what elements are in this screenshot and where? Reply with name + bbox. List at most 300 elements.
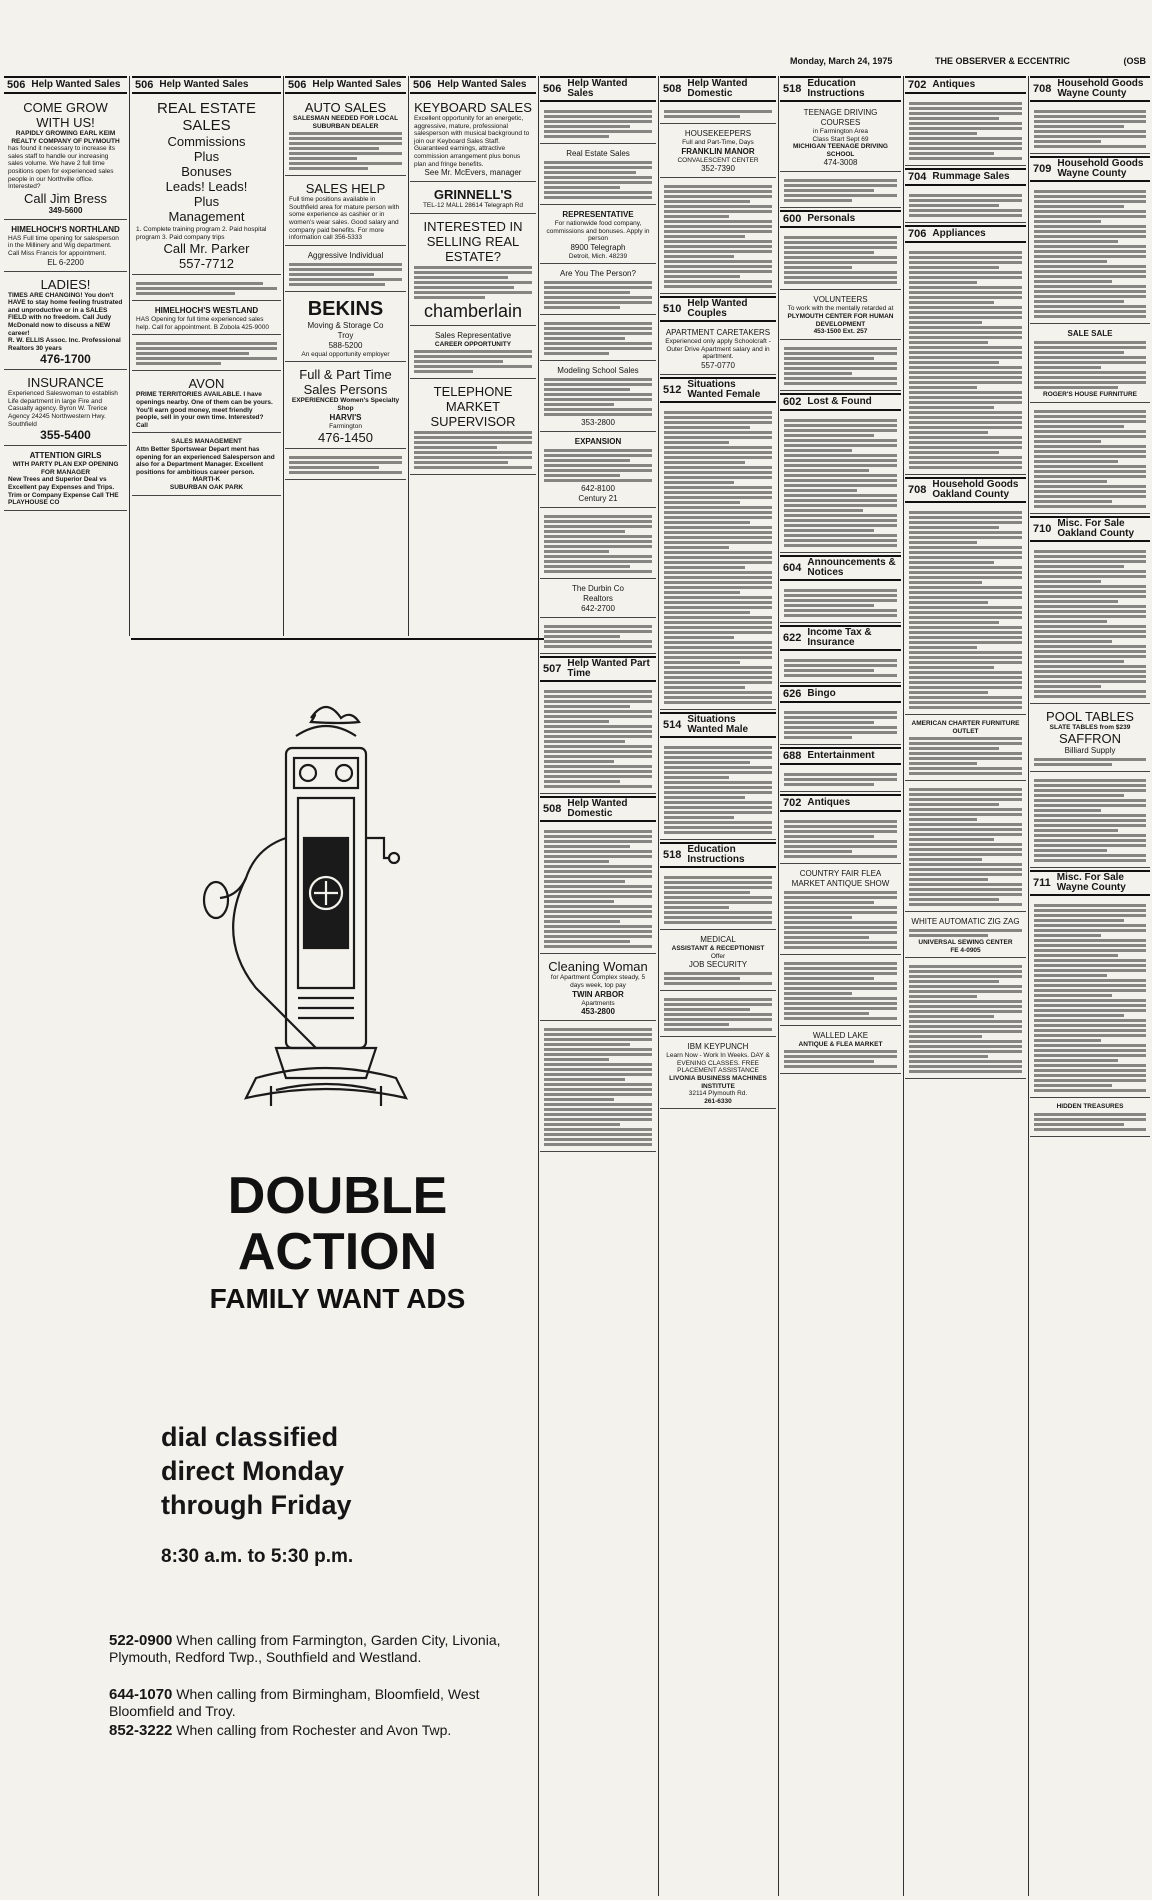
classified-ad [410, 328, 536, 380]
classified-ad [660, 325, 776, 375]
promo-call-2 [109, 1686, 539, 1720]
ad-line: Offer [710, 952, 726, 960]
category-number: 704 [908, 171, 927, 183]
promo-headline-1: DOUBLE [227, 1167, 448, 1225]
ad-body: Experienced only apply Schoolcraft - Outer Drive Apartment salary and in apartment. [665, 338, 771, 361]
category-number: 626 [783, 687, 802, 700]
category-number: 710 [1033, 522, 1052, 535]
classified-ad [905, 960, 1026, 1079]
ad-phone: 557-0770 [701, 360, 735, 370]
column-3 [285, 76, 406, 636]
ad-company: UNIVERSAL SEWING CENTER [918, 939, 1013, 947]
category-title: Appliances [932, 228, 986, 239]
ad-body: New Trees and Superior Deal vs Excellent pay Expenses and Trips. Trim or Company Expense Call THE PLAYHOUSE CO [8, 476, 119, 507]
category-header [410, 76, 536, 94]
classified-ad [1030, 105, 1150, 154]
ad-headline: HIDDEN TREASURES [1056, 1103, 1124, 1111]
ad-headline: MEDICAL [700, 934, 736, 944]
category-number: 506 [135, 79, 154, 91]
ad-body: TIMES ARE CHANGING! You don't HAVE to stay home feeling frustrated and unproductive or in a SALES FIELD with no freedom. Call Judy McDonald now to discuss a NEW career! [8, 291, 123, 337]
category-header [1030, 156, 1150, 182]
category-number: 709 [1033, 163, 1052, 175]
promo-phone-2: 644-1070 [109, 1686, 173, 1703]
category-number: 506 [7, 79, 26, 91]
classified-ad [285, 294, 406, 363]
ad-company: RAPIDLY GROWING EARL KEIM REALTY COMPANY OF PLYMOUTH [11, 130, 120, 145]
classified-ad [4, 448, 127, 511]
category-title: Help Wanted Sales [31, 79, 121, 90]
classified-ad [780, 105, 901, 172]
category-number: 507 [543, 663, 562, 676]
promo-call-3 [109, 1722, 539, 1739]
ad-company: LIVONIA BUSINESS MACHINES INSTITUTE [669, 1074, 767, 1090]
ad-headline: HOUSEKEEPERS [684, 129, 752, 138]
ad-subhead: in Farmington Area [813, 128, 868, 135]
category-number: 708 [908, 484, 927, 496]
category-number: 711 [1033, 877, 1051, 890]
category-number: 604 [783, 561, 802, 574]
ad-headline: WHITE AUTOMATIC ZIG ZAG [911, 917, 1020, 927]
ad-headline: Full & Part Time Sales Persons [299, 367, 392, 398]
ad-body: HAS Full time opening for salesperson in the Millinery and Wig department. Call Miss Francis for appointment. [8, 234, 119, 257]
ad-body: To work with the mentally retarded at [787, 305, 894, 313]
classified-ad [1030, 899, 1150, 1098]
ad-headline: Modeling School Sales [557, 366, 639, 376]
classified-ad [1030, 1100, 1150, 1137]
category-number: 708 [1033, 83, 1052, 95]
classified-ad [4, 274, 127, 371]
ad-headline: SALE SALE [1067, 329, 1113, 338]
category-title: Household Goods Wayne County [1057, 158, 1144, 179]
classified-ad [660, 406, 776, 710]
classified-ad [4, 372, 127, 446]
ad-headline: BEKINS [307, 297, 384, 320]
category-number: 518 [663, 848, 682, 861]
ad-subhead: ASSISTANT & RECEPTIONIST [671, 944, 765, 952]
classified-ad [540, 825, 656, 954]
ad-phone: 474-3008 [823, 158, 858, 168]
ad-logo-text: chamberlain [423, 300, 523, 321]
column-7 [780, 76, 901, 1896]
classified-ad [4, 222, 127, 272]
column-rule [129, 76, 130, 636]
ad-phone: 349-5600 [48, 205, 83, 215]
antique-telephone-illustration [176, 688, 476, 1148]
classified-ad [1030, 326, 1150, 403]
promo-subheadline: FAMILY WANT ADS [209, 1283, 466, 1314]
category-number: 508 [543, 803, 562, 816]
ad-headline: LADIES! [40, 276, 91, 292]
ad-city: Farmington [329, 422, 362, 430]
ad-headline: IBM KEYPUNCH [687, 1042, 749, 1052]
category-title: Help Wanted Couples [687, 298, 748, 320]
ad-line: Management [168, 209, 245, 224]
classified-ad [905, 914, 1026, 958]
classified-ad [132, 373, 281, 433]
ad-body: Attn Better Sportswear Depart ment has opening for an experienced Salesperson and also for a Department Manager. Excellent positions for ambitious career person. [136, 445, 275, 476]
promo-dial-line-3: through Friday [161, 1490, 352, 1520]
classified-ad [540, 685, 656, 794]
classified-ad [285, 248, 406, 292]
category-header [540, 796, 656, 822]
classified-ad [285, 451, 406, 480]
category-header [660, 842, 776, 868]
classified-ad [780, 768, 901, 792]
classified-ad [540, 146, 656, 205]
ad-body: Full time positions available in Southfield area for mature person with some experience as cashier or in women's wear sales. Good salary and company paid benefits. For more information call 356-5333 [289, 196, 400, 242]
classified-ad [540, 620, 656, 654]
category-title: Antiques [807, 796, 851, 808]
category-header [1030, 870, 1150, 896]
ad-contact: Call Jim Bress [23, 190, 108, 206]
ad-subhead: Apartments [581, 999, 615, 1007]
category-title: Education Instructions [687, 843, 745, 865]
column-8 [905, 76, 1026, 1896]
column-9 [1030, 76, 1150, 1896]
category-number: 702 [908, 79, 927, 91]
classified-ad [540, 363, 656, 432]
column-4 [410, 76, 536, 636]
classified-ad [780, 866, 901, 955]
ad-phone: 557-7712 [179, 256, 234, 272]
promo-phone-1: 522-0900 [109, 1632, 173, 1649]
category-title: Help Wanted Sales [312, 79, 402, 90]
classified-ad [780, 231, 901, 290]
ad-headline: WALLED LAKE [812, 1030, 869, 1040]
promo-call-1 [109, 1632, 539, 1666]
classified-ad [4, 97, 127, 220]
promo-dial-line-2: direct Monday [161, 1456, 345, 1486]
promo-hours: 8:30 a.m. to 5:30 p.m. [161, 1546, 354, 1567]
ad-headline: AVON [188, 376, 225, 392]
category-title: Announcements & Notices [807, 556, 896, 578]
ad-city: Detroit, Mich. 48239 [568, 252, 628, 260]
classified-ad [780, 957, 901, 1026]
ad-headline: COUNTRY FAIR FLEA MARKET ANTIQUE SHOW [791, 868, 890, 888]
classified-ad [660, 741, 776, 840]
masthead [0, 56, 1152, 72]
category-header [660, 296, 776, 322]
ad-phone: 352-7390 [701, 164, 735, 174]
classified-ad [660, 871, 776, 930]
category-header [905, 477, 1026, 503]
classified-ad [660, 993, 776, 1037]
column-rule [408, 76, 409, 636]
classified-ad [285, 178, 406, 246]
classified-ad [1030, 185, 1150, 324]
column-2 [132, 76, 281, 636]
ad-subhead: Full and Part-Time, Days [682, 139, 754, 146]
category-header [660, 377, 776, 403]
category-title: Help Wanted Sales [567, 78, 628, 99]
ad-line: Plus [193, 194, 220, 209]
ad-company: ROGER'S HOUSE FURNITURE [1043, 391, 1137, 398]
ad-line: JOB SECURITY [688, 960, 748, 970]
classified-ad [660, 105, 776, 124]
ad-headline: EXPANSION [574, 437, 622, 447]
category-header [1030, 516, 1150, 542]
ad-contact: See Mr. McEvers, manager [424, 168, 522, 178]
classified-ad [410, 381, 536, 475]
promo-phone-3: 852-3222 [109, 1722, 173, 1739]
promo-call-1-text: When calling from Farmington, Garden City, Livonia, Plymouth, Redford Twp., Southfield and Westland. [109, 1632, 501, 1665]
category-number: 602 [783, 395, 802, 408]
column-rule [283, 76, 284, 636]
classified-ad [1030, 405, 1150, 514]
category-title: Help Wanted Sales [159, 79, 249, 90]
ad-headline: AMERICAN CHARTER FURNITURE OUTLET [911, 720, 1020, 735]
ad-headline: GRINNELL'S [433, 187, 513, 203]
category-title: Help Wanted Sales [437, 79, 527, 90]
ad-body: Experienced Saleswoman to establish Life department in large Fire and Casualty agency. Byron W. Trerice Agency 24245 Northwestern Hwy. Southfield [8, 390, 118, 428]
ad-subhead: CAREER OPPORTUNITY [434, 340, 512, 348]
masthead-paper-name: THE OBSERVER & ECCENTRIC [935, 56, 1070, 66]
classified-ad [780, 414, 901, 553]
ad-body: HAS Opening for full time experienced sales help. Call for appointment. B Zobola 425-9000 [136, 316, 269, 331]
ad-phone: 642-2700 [581, 604, 615, 614]
classified-ad [132, 435, 281, 495]
ad-contact: Call Mr. Parker [163, 241, 250, 257]
ad-headline: Are You The Person? [560, 269, 636, 279]
ad-headline: AUTO SALES [304, 100, 387, 115]
ad-signature: R. W. ELLIS Assoc. Inc. Professional Realtors 30 years [8, 337, 121, 352]
ad-store: MARTI-K [192, 476, 221, 484]
ad-headline: KEYBOARD SALES [414, 100, 532, 115]
category-title: Lost & Found [807, 395, 872, 407]
masthead-page: (OSB [1123, 56, 1146, 66]
classified-ad [410, 216, 536, 326]
category-header [1030, 76, 1150, 102]
ad-headline: POOL TABLES [1046, 708, 1134, 724]
classified-ad [540, 434, 656, 508]
ad-subhead: Moving & Storage Co [307, 320, 384, 330]
ad-body: has found it necessary to increase its sales staff to handle our increasing sales volume. We have 2 full time positions open for experienced sales people in our Northville office. Interested? [8, 145, 115, 191]
category-title: Personals [807, 213, 856, 225]
category-number: 510 [663, 303, 682, 316]
classified-ad [780, 654, 901, 683]
column-rule [778, 76, 779, 1896]
classified-ad [660, 126, 776, 178]
column-rule [903, 76, 904, 1896]
ad-store: HARVI'S [329, 412, 362, 422]
category-title: Misc. For Sale Oakland County [1057, 517, 1135, 539]
category-title: Education Instructions [807, 78, 865, 99]
promo-headline-2: ACTION [237, 1223, 438, 1281]
category-title: Rummage Sales [932, 171, 1010, 182]
ad-subhead: SLATE TABLES from $239 [1049, 723, 1131, 731]
ad-headline: SALES MANAGEMENT [171, 438, 242, 446]
ad-phone: 261-6330 [704, 1097, 732, 1105]
ad-headline: Aggressive Individual [307, 250, 384, 260]
classified-ad [780, 174, 901, 208]
category-title: Antiques [932, 79, 976, 90]
classified-ad [780, 1028, 901, 1075]
ad-line: Commissions [167, 134, 246, 149]
category-header [780, 794, 901, 812]
ad-location: SUBURBAN OAK PARK [169, 483, 244, 491]
category-title: Help Wanted Domestic [687, 78, 748, 99]
classified-ad [1030, 706, 1150, 773]
category-header [285, 76, 406, 94]
category-title: Household Goods Oakland County [932, 479, 1019, 500]
category-header [780, 625, 901, 651]
classified-ad [905, 783, 1026, 912]
ad-body: Learn Now - Work In Weeks. DAY & EVENING CLASSES. FREE PLACEMENT ASSISTANCE [666, 1052, 770, 1075]
ad-eoe: An equal opportunity employer [301, 350, 390, 358]
category-header [660, 712, 776, 738]
classified-ad [540, 581, 656, 618]
category-header [905, 225, 1026, 243]
category-header [660, 76, 776, 102]
column-rule [658, 76, 659, 1896]
category-title: Household Goods Wayne County [1057, 78, 1144, 99]
ad-headline: REAL ESTATE SALES [157, 100, 256, 134]
category-number: 622 [783, 631, 802, 644]
category-header [540, 76, 656, 102]
classified-ad [285, 97, 406, 176]
ad-city: Troy [337, 330, 354, 340]
category-header [780, 210, 901, 228]
category-header [540, 656, 656, 682]
ad-body: For nationwide food company, commissions and bonuses. Apply in person [546, 220, 650, 243]
ad-address: 32114 Plymouth Rd. [688, 1090, 748, 1098]
ad-headline: TELEPHONE MARKET SUPERVISOR [430, 384, 516, 430]
ad-phone: 476-1450 [318, 430, 373, 446]
category-number: 600 [783, 213, 802, 226]
ad-headline: The Durbin Co [571, 584, 625, 594]
ad-headline: REPRESENTATIVE [562, 210, 634, 219]
ad-phone: 642-8100 [581, 484, 615, 494]
ad-headline: COME GROW WITH US! [23, 100, 108, 130]
ad-headline: APARTMENT CARETAKERS [665, 328, 771, 338]
category-number: 706 [908, 228, 927, 240]
ad-subhead: WITH PARTY PLAN EXP OPENING FOR MANAGER [12, 461, 119, 476]
category-title: Bingo [807, 687, 836, 699]
ad-phone: 453-2800 [581, 1007, 615, 1017]
ad-headline: HIMELHOCH'S NORTHLAND [11, 224, 120, 234]
column-rule [1028, 76, 1029, 1896]
ad-headline: Sales Representative [434, 330, 512, 340]
ad-headline: Cleaning Woman [548, 959, 648, 975]
ad-company: MICHIGAN TEENAGE DRIVING SCHOOL [793, 143, 888, 158]
classified-ad [410, 184, 536, 214]
promo-call-3-text: When calling from Rochester and Avon Twp. [172, 1722, 452, 1738]
category-number: 702 [783, 796, 802, 809]
ad-line: Leads! Leads! [165, 179, 248, 194]
classified-ad [905, 506, 1026, 715]
ad-body: PRIME TERRITORIES AVAILABLE. I have openings nearby. One of them can be yours. You'll earn good money, meet friendly people, sell in your own time. Interested? Call [136, 391, 273, 429]
ad-subhead: SALESMAN NEEDED FOR LOCAL SUBURBAN DEALER [292, 115, 399, 130]
classified-ad [660, 180, 776, 294]
classified-ad [780, 815, 901, 864]
ad-company: SAFFRON [1058, 731, 1122, 747]
ad-address: TEL-12 MALL 28614 Telegraph Rd [422, 202, 524, 210]
ad-list: 1. Complete training program 2. Paid hospital program 3. Paid company trips [136, 226, 267, 241]
category-header [780, 685, 901, 703]
classified-ad [540, 105, 656, 144]
ad-company: TWIN ARBOR [572, 989, 624, 999]
classified-ad [132, 337, 281, 371]
category-number: 514 [663, 718, 682, 731]
ad-subhead: Realtors [583, 594, 613, 604]
classified-ad [905, 246, 1026, 475]
category-header [905, 168, 1026, 186]
classified-ad [905, 189, 1026, 223]
column-1 [4, 76, 127, 636]
category-title: Situations Wanted Female [687, 378, 761, 400]
ad-subhead: Class Start Sept 69 [812, 135, 869, 143]
ad-headline: HIMELHOCH'S WESTLAND [154, 306, 259, 316]
category-header [780, 555, 901, 581]
classified-ad [540, 510, 656, 579]
category-number: 506 [413, 79, 432, 91]
category-number: 688 [783, 749, 802, 762]
ad-headline: INTERESTED IN SELLING REAL ESTATE? [423, 218, 523, 264]
ad-headline: Real Estate Sales [566, 149, 630, 158]
classified-ad [780, 342, 901, 391]
ad-company-sub: CONVALESCENT CENTER [677, 156, 759, 164]
ad-company: FRANKLIN MANOR [681, 146, 755, 156]
ad-headline: SALES HELP [305, 181, 386, 197]
ad-body: for Apartment Complex steady, 5 days week, top pay [550, 974, 646, 989]
ad-line: Plus [193, 149, 220, 164]
category-header [4, 76, 127, 94]
classified-ad [132, 303, 281, 335]
classified-ad [905, 97, 1026, 166]
promo-dial-line-1: dial classified [161, 1422, 339, 1452]
category-title: Income Tax & Insurance [807, 626, 872, 648]
ad-headline: ATTENTION GIRLS [29, 451, 102, 461]
promo-call-2-text: When calling from Birmingham, Bloomfield, West Bloomfield and Troy. [109, 1686, 480, 1719]
ad-phone: 355-5400 [40, 428, 91, 443]
ad-company: Century 21 [578, 494, 618, 504]
double-action-promo [109, 638, 544, 1898]
column-5 [540, 76, 656, 1896]
ad-phone: 353-2800 [581, 418, 615, 428]
category-header [905, 76, 1026, 94]
ad-company-sub: Billiard Supply [1064, 746, 1116, 756]
classified-ad [132, 277, 281, 301]
ad-phone: FE 4-0905 [950, 946, 981, 954]
ad-phone: EL 6-2200 [47, 257, 84, 267]
classified-ad [660, 1039, 776, 1109]
classified-ad [540, 207, 656, 264]
classified-ad [410, 97, 536, 182]
ad-company: PLYMOUTH CENTER FOR HUMAN DEVELOPMENT [787, 312, 894, 328]
classified-ad [540, 317, 656, 361]
category-header [780, 747, 901, 765]
ad-body: Excellent opportunity for an energetic, aggressive, mature, professional salesperson with musical background to join our Keyboard Sales Staff. Guaranteed earnings, attractive commission arrangement plus bonus plan and fringe benefits. [414, 115, 530, 168]
category-number: 506 [543, 83, 562, 95]
ad-phone: 453-1500 Ext. 257 [813, 328, 868, 336]
category-number: 518 [783, 83, 802, 95]
classified-ad [285, 364, 406, 449]
classified-ad [780, 292, 901, 339]
classified-ad [660, 932, 776, 991]
category-number: 512 [663, 383, 682, 396]
ad-phone: 476-1700 [40, 352, 91, 367]
ad-phone: 588-5200 [328, 340, 363, 350]
category-number: 508 [663, 83, 682, 95]
ad-headline: TEENAGE DRIVING COURSES [803, 108, 878, 127]
category-header [780, 76, 901, 102]
category-title: Help Wanted Part Time [567, 658, 650, 680]
classified-ad [540, 266, 656, 315]
ad-headline: INSURANCE [27, 375, 104, 391]
ad-headline: VOLUNTEERS [813, 295, 868, 305]
category-title: Misc. For Sale Wayne County [1056, 872, 1126, 894]
classified-ad [905, 717, 1026, 781]
